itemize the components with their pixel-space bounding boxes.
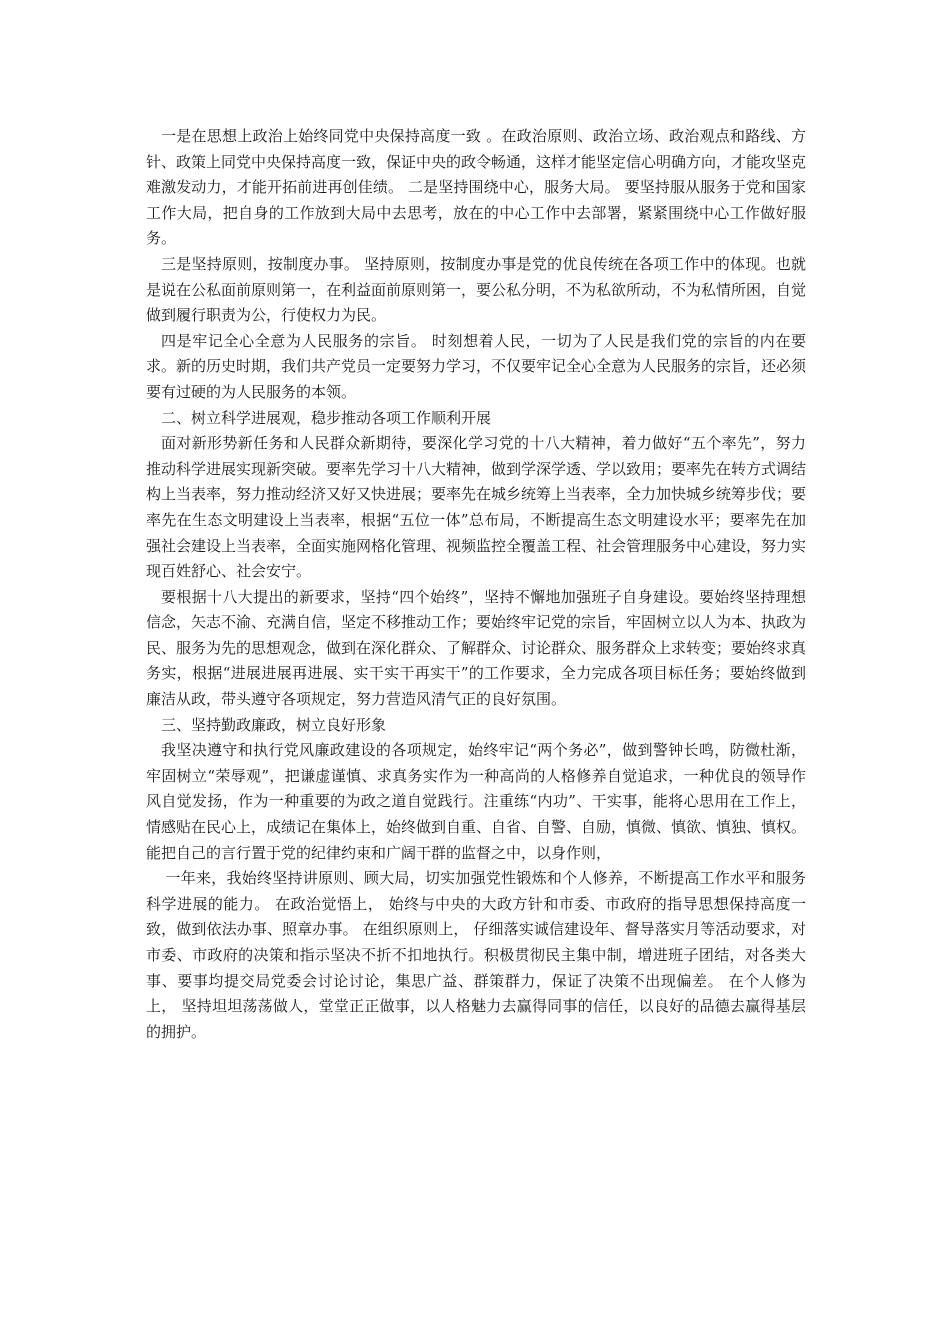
- section-heading-2: 二、树立科学进展观，稳步推动各项工作顺利开展: [161, 408, 492, 427]
- paragraph-year-summary: 一年来，我始终坚持讲原则、顾大局，切实加强党性锻炼和个人修养，不断提高工作水平和服务科学进展的能力。 在政治觉悟上， 始终与中央的大政方针和市委、市政府的指导思想保持高度一致，做到依法办事、照章办事。 在组织原则上， 仔细落实诚信建设年、督导落实月等活动要求，对市委、市政府的决策和指示坚决不折不扣地执行。积极贯彻民主集中制，增进班子团结，对各类大事、要事均提交局党委会讨论讨论，集思广益、群策群力，保证了决策不出现偏差。 在个人修为上， 坚持坦坦荡荡做人，堂堂正正做事，以人格魅力去赢得同事的信任，以良好的品德去赢得基层的拥护。: [146, 869, 806, 1041]
- paragraph-uphold-principles: 三是坚持原则，按制度办事。 坚持原则，按制度办事是党的优良传统在各项工作中的体现。也就是说在公私面前原则第一，在利益面前原则第一，要公私分明，不为私欲所动，不为私情所困，自觉做到履行职责为公，行使权力为民。: [146, 254, 807, 325]
- section-heading-3: 三、坚持勤政廉政，树立良好形象: [161, 715, 387, 734]
- paragraph-serve-people: 四是牢记全心全意为人民服务的宗旨。 时刻想着人民，一切为了人民是我们党的宗旨的内在要求。新的历史时期，我们共产党员一定要努力学习，不仅要牢记全心全意为人民服务的宗旨，还必须要有过硬的为人民服务的本领。: [146, 331, 807, 401]
- document-body: [146, 124, 806, 1045]
- paragraph-five-firsts: 面对新形势新任务和人民群众新期待，要深化学习党的十八大精神，着力做好“五个率先”，努力推动科学进展实现新突破。要率先学习十八大精神，做到学深学透、学以致用；要率先在转方式调结构上当表率，努力推动经济又好又快进展；要率先在城乡统筹上当表率，全力加快城乡统筹步伐；要率先在生态文明建设上当表率，根据“五位一体”总布局，不断提高生态文明建设水平；要率先在加强社会建设上当表率，全面实施网格化管理、视频监控全覆盖工程、社会管理服务中心建设，努力实现百姓舒心、社会安宁。: [146, 434, 807, 581]
- paragraph-integrity: 我坚决遵守和执行党风廉政建设的各项规定，始终牢记“两个务必”，做到警钟长鸣，防微杜渐，牢固树立“荣辱观”，把谦虚谨慎、求真务实作为一种高尚的人格修养自觉追求，一种优良的领导作风自觉发扬，作为一种重要的为政之道自觉践行。注重练“内功”、干实事，能将心思用在工作上，情感贴在民心上，成绩记在集体上，始终做到自重、自省、自警、自励，慎微、慎欲、慎独、慎权。能把自己的言行置于党的纪律约束和广阔干群的监督之中，以身作则，: [146, 741, 807, 862]
- paragraph-four-always: 要根据十八大提出的新要求，坚持“四个始终”，坚持不懈地加强班子自身建设。要始终坚持理想信念，矢志不渝、充满自信，坚定不移推动工作；要始终牢记党的宗旨，牢固树立以人为本、执政为民、服务为先的思想观念，做到在深化群众、了解群众、讨论群众、服务群众上求转变；要始终求真务实，根据“进展进展再进展、实干实干再实干”的工作要求，全力完成各项目标任务；要始终做到廉洁从政，带头遵守各项规定，努力营造风清气正的良好氛围。: [146, 587, 807, 709]
- paragraph-political-alignment: 一是在思想上政治上始终同党中央保持高度一致 。在政治原则、政治立场、政治观点和路线、方针、政策上同党中央保持高度一致，保证中央的政令畅通，这样才能坚定信心明确方向，才能攻坚克难激发动力，才能开拓前进再创佳绩。 二是坚持围绕中心，服务大局。 要坚持服从服务于党和国家工作大局，把自身的工作放到大局中去思考，放在的中心工作中去部署，紧紧围绕中心工作做好服务。: [146, 127, 807, 248]
